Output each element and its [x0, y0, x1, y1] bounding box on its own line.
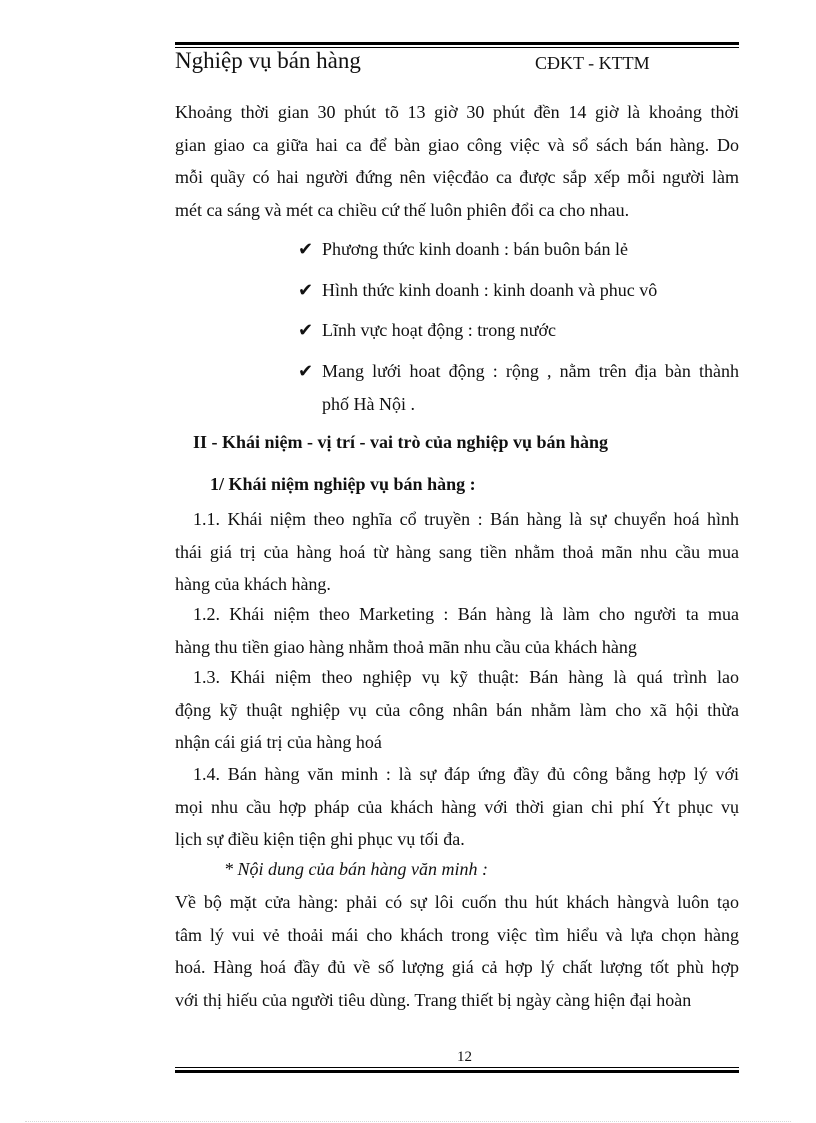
def-line: 1.4. Bán hàng văn minh : là sự đáp ứng đầy đủ công bằng hợp lý với	[193, 764, 739, 784]
def-line: 1.2. Khái niệm theo Marketing : Bán hàng là làm cho người ta mua	[193, 604, 739, 624]
bullet-business-form	[298, 274, 739, 307]
checkmark-icon: ✔	[298, 361, 314, 381]
section-heading: II - Khái niệm - vị trí - vai trò của nghiệp vụ bán hàng	[193, 432, 609, 452]
storefront-paragraph	[175, 886, 739, 1016]
bullet-text: Lĩnh vực hoạt động : trong nước	[322, 320, 556, 340]
def-line: nhận cái giá trị của hàng hoá	[175, 732, 382, 752]
checkmark-icon: ✔	[298, 280, 314, 300]
definition-1-4	[175, 758, 739, 856]
body-line: với thị hiếu của người tiêu dùng. Trang thiết bị ngày càng hiện đại hoàn	[175, 989, 692, 1010]
def-line: hàng thu tiền giao hàng nhằm thoả mãn nhu cầu của khách hàng	[175, 636, 637, 657]
footer-rule-thin	[175, 1067, 739, 1068]
def-line: hàng của khách hàng.	[175, 574, 331, 594]
definition-1-2	[175, 598, 739, 663]
subsection-heading: 1/ Khái niệm nghiệp vụ bán hàng :	[210, 474, 476, 494]
bullet-text: Mang lưới hoat động : rộng , nằm trên địa bàn thành	[322, 361, 739, 381]
header-rule-thick	[175, 42, 739, 45]
header-title: Nghiệp vụ bán hàng	[175, 48, 361, 73]
body-line: hoá. Hàng hoá đầy đủ về số lượng giá cả hợp lý chất lượng tốt phù hợp	[175, 957, 739, 977]
def-line: 1.1. Khái niệm theo nghĩa cổ truyền : Bán hàng là sự chuyển hoá hình	[193, 509, 739, 529]
definition-1-1	[175, 503, 739, 601]
bullet-business-method	[298, 233, 739, 266]
civilized-sales-heading: * Nội dung của bán hàng văn minh :	[224, 859, 488, 879]
body-line: Về bộ mặt cửa hàng: phải có sự lôi cuốn thu hút khách hàngvà luôn tạo	[175, 892, 739, 912]
page-edge	[25, 1121, 791, 1122]
bullet-field	[298, 314, 739, 347]
bullet-text: Phương thức kinh doanh : bán buôn bán lẻ	[322, 239, 628, 259]
intro-line-2: gian giao ca giữa hai ca để bàn giao công việc và sổ sách bán hàng. Do	[175, 134, 739, 155]
page-number: 12	[457, 1049, 472, 1065]
header-department: CĐKT - KTTM	[535, 53, 650, 73]
def-line: 1.3. Khái niệm theo nghiệp vụ kỹ thuật: Bán hàng là quá trình lao	[193, 667, 739, 687]
bullet-network	[298, 355, 739, 420]
intro-line-3: mỗi quầy có hai người đứng nên việcđảo ca được sắp xếp mỗi người làm	[175, 167, 739, 187]
def-line: động kỹ thuật nghiệp vụ của công nhân bán nhằm làm cho xã hội thừa	[175, 699, 739, 720]
footer-rule-thick	[175, 1070, 739, 1073]
body-line: tâm lý vui vẻ thoải mái cho khách trong việc tìm hiểu và lựa chọn hàng	[175, 924, 739, 945]
intro-line-1: Khoảng thời gian 30 phút tõ 13 giờ 30 phút đền 14 giờ là khoảng thời	[175, 102, 739, 122]
intro-paragraph	[175, 96, 739, 226]
def-line: thái giá trị của hàng hoá từ hàng sang tiền nhằm thoả mãn nhu cầu mua	[175, 541, 739, 562]
bullet-text: Hình thức kinh doanh : kinh doanh và phuc vô	[322, 280, 658, 300]
def-line: mọi nhu cầu hợp pháp của khách hàng với thời gian chi phí Ýt phục vụ	[175, 796, 739, 817]
checkmark-icon: ✔	[298, 320, 314, 340]
def-line: lịch sự điều kiện tiện ghi phục vụ tối đa.	[175, 829, 465, 849]
checkmark-icon: ✔	[298, 239, 314, 259]
definition-1-3	[175, 661, 739, 759]
bullet-text-cont: phố Hà Nội .	[322, 393, 415, 414]
intro-line-4: mét ca sáng và mét ca chiều cứ thế luôn phiên đổi ca cho nhau.	[175, 199, 630, 220]
